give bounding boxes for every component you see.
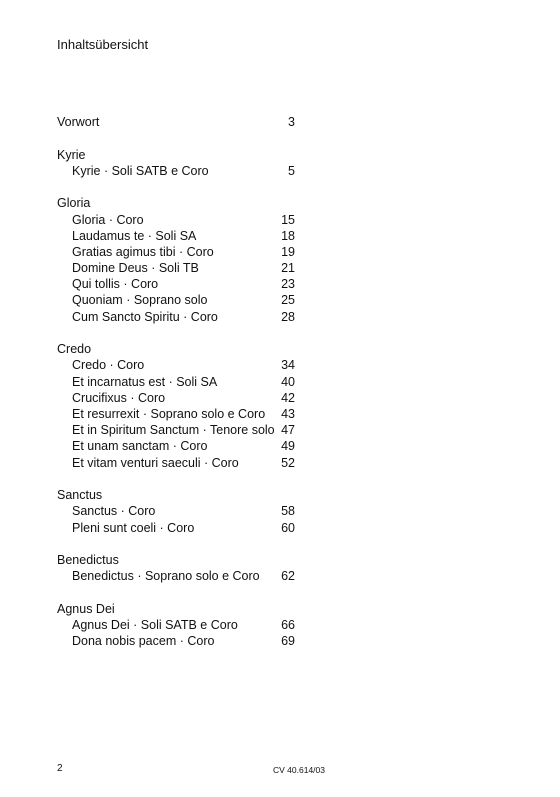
toc-entry-page: 52 (281, 455, 295, 470)
toc-entry (57, 422, 295, 438)
toc-entry-title: Benedictus · Soprano solo e Coro (72, 569, 260, 584)
toc-entry (57, 212, 295, 228)
toc-entry-page: 21 (281, 261, 295, 276)
toc-entry-page: 43 (281, 406, 295, 421)
toc-entry-page: 5 (288, 163, 295, 178)
toc-entry (57, 503, 295, 519)
toc-entry-title: Et unam sanctam · Coro (72, 439, 208, 454)
toc-entry-page: 25 (281, 293, 295, 308)
toc-entry-title: Cum Sancto Spiritu · Coro (72, 309, 218, 324)
toc-entry-page: 47 (281, 423, 295, 438)
toc-entry-page: 42 (281, 390, 295, 405)
toc-entry (57, 438, 295, 454)
toc-entry (57, 374, 295, 390)
toc-entry (57, 568, 295, 584)
toc-section-title: Gloria (57, 196, 91, 211)
toc-entry-title: Sanctus · Coro (72, 504, 156, 519)
toc-entry-page: 15 (281, 212, 295, 227)
toc-section (57, 341, 295, 471)
toc-section (57, 601, 295, 650)
toc-entry-page: 49 (281, 439, 295, 454)
toc-entry-title: Dona nobis pacem · Coro (72, 634, 215, 649)
toc-entry (57, 244, 295, 260)
footer-page-number: 2 (57, 763, 63, 774)
toc-entry (57, 163, 295, 179)
toc-entry-title: Quoniam · Soprano solo (72, 293, 208, 308)
toc-section (57, 147, 295, 179)
toc-entry-title: Pleni sunt coeli · Coro (72, 520, 195, 535)
toc-entry-page: 34 (281, 358, 295, 373)
toc-section-title: Credo (57, 342, 92, 357)
toc-entry (57, 228, 295, 244)
toc-section-title: Benedictus (57, 553, 119, 568)
toc-entry-page: 40 (281, 374, 295, 389)
table-of-contents (57, 114, 295, 649)
toc-entry-title: Et in Spiritum Sanctum · Tenore solo (72, 423, 275, 438)
toc-entry (57, 406, 295, 422)
toc-entry-page: 19 (281, 244, 295, 259)
toc-entry-page: 58 (281, 504, 295, 519)
toc-section-title: Agnus Dei (57, 601, 115, 616)
toc-entry-page: 66 (281, 618, 295, 633)
toc-entry-title: Laudamus te · Soli SA (72, 228, 197, 243)
page-heading: Inhaltsübersicht (57, 37, 149, 52)
toc-entry-title: Crucifixus · Coro (72, 390, 166, 405)
toc-entry-title: Gloria · Coro (72, 212, 144, 227)
toc-entry (57, 292, 295, 308)
toc-entry-title: Et vitam venturi saeculi · Coro (72, 455, 239, 470)
toc-entry-page: 62 (281, 569, 295, 584)
toc-entry (57, 276, 295, 292)
toc-entry-page: 18 (281, 228, 295, 243)
toc-section (57, 195, 295, 325)
toc-entry (57, 390, 295, 406)
toc-entry-title: Et resurrexit · Soprano solo e Coro (72, 406, 266, 421)
toc-entry-page: 28 (281, 309, 295, 324)
toc-entry-title: Qui tollis · Coro (72, 277, 159, 292)
toc-entry-title: Kyrie · Soli SATB e Coro (72, 163, 209, 178)
toc-entry-title: Et incarnatus est · Soli SA (72, 374, 218, 389)
toc-entry (57, 309, 295, 325)
toc-section (57, 552, 295, 584)
toc-entry (57, 357, 295, 373)
toc-entry-title: Domine Deus · Soli TB (72, 261, 199, 276)
toc-entry-title: Vorwort (57, 115, 100, 129)
toc-entry-page: 69 (281, 634, 295, 649)
toc-section-title: Kyrie (57, 147, 86, 162)
toc-section (57, 487, 295, 536)
toc-section-title: Sanctus (57, 488, 103, 503)
toc-entry (57, 633, 295, 649)
toc-entry-page: 3 (288, 115, 295, 129)
toc-entry (57, 455, 295, 471)
footer-catalog-number: CV 40.614/03 (273, 765, 325, 775)
toc-sections (57, 147, 295, 650)
toc-entry (57, 617, 295, 633)
toc-entry-vorwort (57, 114, 295, 130)
toc-entry-page: 60 (281, 520, 295, 535)
toc-entry-title: Gratias agimus tibi · Coro (72, 244, 214, 259)
toc-entry-title: Agnus Dei · Soli SATB e Coro (72, 618, 238, 633)
toc-entry (57, 520, 295, 536)
toc-entry-title: Credo · Coro (72, 358, 145, 373)
toc-entry-page: 23 (281, 277, 295, 292)
toc-entry (57, 260, 295, 276)
